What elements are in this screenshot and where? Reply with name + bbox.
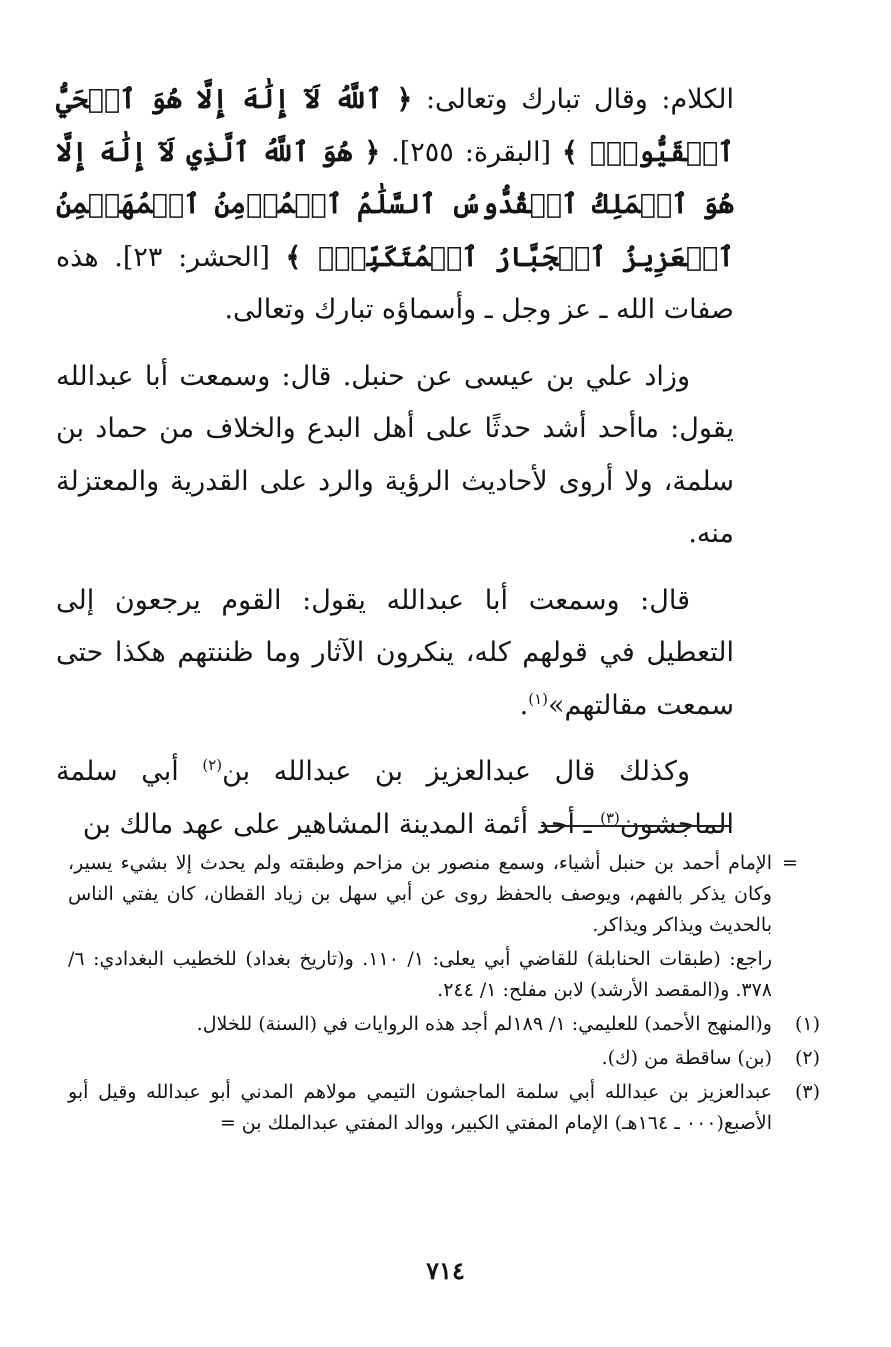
footnote — [60, 1077, 820, 1139]
text-segment: قال: وسمعت أبا عبدالله يقول: القوم يرجعون إلى التعطيل في قولهم كله، ينكرون الآثار وما ظننتهم هكذا حتى سمعت مقالتهم» — [56, 584, 734, 721]
text-segment: وزاد علي بن عيسى عن حنبل. قال: وسمعت أبا عبدالله يقول: ماأحد أشد حدثًا على أهل البدع والخلاف من حماد بن سلمة، ولا أروى لأحاديث الرؤية والرد على القدرية والمعتزلة منه. — [56, 360, 734, 549]
footnote — [60, 944, 820, 1006]
footnote — [60, 1043, 820, 1074]
quran-verse: ﴿ ٱللَّهُ لَآ إِلَٰهَ إِلَّا هُوَ ٱلۡحَيُّ ٱلۡقَيُّومُۚ ﴾ — [56, 84, 734, 168]
footnote-text: (بن) ساقطة من (ك). — [601, 1047, 772, 1069]
footnote — [60, 1009, 820, 1040]
paragraph — [56, 746, 734, 851]
paragraph — [56, 351, 734, 561]
footnote-number: = — [782, 852, 798, 874]
footnote-separator — [541, 825, 731, 827]
page-number: ٧١٤ — [426, 1256, 465, 1285]
footnote-text: الإمام أحمد بن حنبل أشياء، وسمع منصور بن مزاحم وطبقته ولم يحدث إلا بشيء يسير، وكان يذكر بالفهم، ويوصف بالحفظ روى عن أبي سهل بن زياد القطان، كان يفتي الناس بالحديث ويذاكر ويذاكر. — [68, 852, 772, 936]
text-segment: [الحشر: ٢٣]. هذه صفات الله ـ عز وجل ـ وأسماؤه تبارك وتعالى. — [56, 241, 734, 325]
footnote-number: (١) — [794, 1013, 820, 1035]
text-segment: ـ أحد أئمة المدينة المشاهير على عهد مالك بن — [82, 808, 601, 840]
quran-verse: ﴿ هُوَ ٱللَّهُ ٱلَّذِي لَآ إِلَٰهَ إِلَّا هُوَ ٱلۡمَلِكُ ٱلۡقُدُّوسُ ٱلسَّلَٰمُ ٱلۡمُؤۡمِنُ ٱلۡمُهَيۡمِنُ ٱلۡعَزِيزُ ٱلۡجَبَّارُ ٱلۡمُتَكَبِّرُۚ ﴾ — [56, 136, 735, 273]
footnote-number: (٣) — [794, 1081, 820, 1103]
text-segment: [البقرة: ٢٥٥]. — [380, 136, 563, 168]
footnote-text: عبدالعزيز بن عبدالله أبي سلمة الماجشون التيمي مولاهم المدني أبو عبدالله وقيل أبو الأصبع(٠٠٠ ـ ١٦٤هـ) الإمام المفتي الكبير، ووالد المفتي عبدالملك بن = — [68, 1081, 772, 1134]
footnote-number: (٢) — [794, 1047, 820, 1069]
footnotes — [60, 848, 820, 1142]
footnote-text: و(المنهج الأحمد) للعليمي: ١/ ١٨٩لم أجد هذه الروايات في (السنة) للخلال. — [196, 1013, 772, 1035]
text-segment: أبي سلمة الماجشون — [56, 756, 734, 840]
text-segment: . — [519, 689, 529, 721]
footnote — [60, 848, 820, 941]
footnote-text: راجع: (طبقات الحنابلة) للقاضي أبي يعلى: ١/ ١١٠. و(تاريخ بغداد) للخطيب البغدادي: ٦/ ٣٧٨. و(المقصد الأرشد) لابن مفلح: ١/ ٢٤٤. — [68, 948, 773, 1001]
footnote-ref: (٢) — [202, 756, 223, 774]
footnote-number — [772, 944, 820, 1006]
footnote-ref: (٣) — [600, 808, 620, 827]
footnote-ref: (١) — [528, 689, 548, 708]
paragraph — [56, 575, 734, 733]
text-segment: وكذلك قال عبدالعزيز بن عبدالله بن — [222, 756, 690, 787]
text-segment: الكلام: وقال تبارك وتعالى: — [412, 84, 734, 115]
paragraph — [56, 74, 734, 337]
main-text — [56, 74, 734, 865]
